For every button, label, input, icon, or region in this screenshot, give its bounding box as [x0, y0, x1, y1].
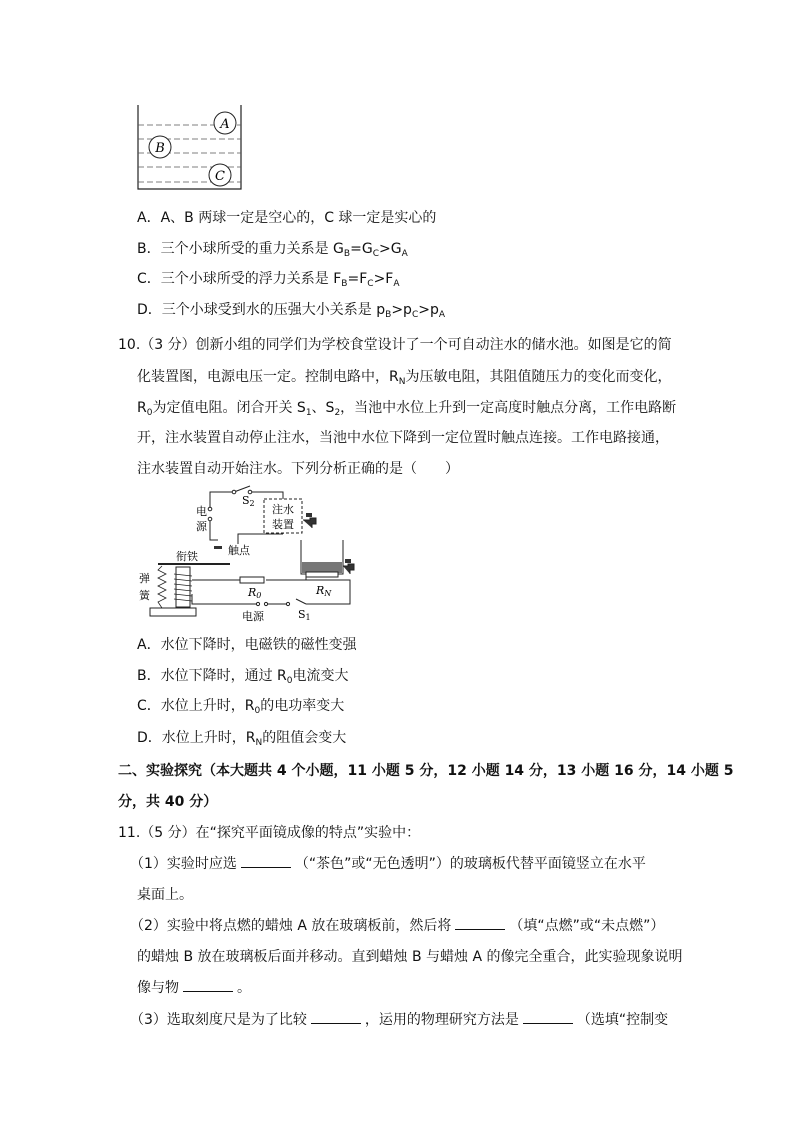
rn-label: RN	[316, 584, 332, 598]
r0-label: R0	[248, 586, 262, 600]
q10-line-2: 化装置图，电源电压一定。控制电路中，$R_N$为压敏电阻，其阻值随压力的变化而变化，	[137, 369, 672, 387]
tank-water	[302, 562, 342, 573]
answer-blank-2[interactable]	[455, 919, 505, 930]
section-2-heading-line-1: 二、实验探究（本大题共 4 个小题，11 小题 5 分，12 小题 14 分，13 小题 16 分，14 小题 5	[118, 763, 734, 779]
q10-line-5: 注水装置自动开始注水。下列分析正确的是（ ）	[137, 461, 459, 477]
electromagnet-core	[176, 567, 190, 607]
answer-blank-5[interactable]	[523, 1013, 573, 1024]
rn-resistor	[306, 572, 338, 577]
s1-label: S1	[298, 608, 311, 622]
q11-part-2-line-2: 的蜡烛 B 放在玻璃板后面并移动。直到蜡烛 B 与蜡烛 A 的像完全重合，此实验现象说明	[137, 949, 683, 965]
spring-label-bottom: 簧	[139, 589, 150, 602]
q10-option-b: B．水位下降时，通过 $R_0$电流变大	[137, 668, 349, 686]
q11-part-1-line-1: （1）实验时应选 （“茶色”或“无色透明”）的玻璃板代替平面镜竖立在水平	[130, 856, 646, 872]
device-label-top: 注水	[272, 503, 294, 516]
q10-line-3: $R_0$为定值电阻。闭合开关 $S_1$、$S_2$，当池中水位上升到一定高度时触点分离，工作电路断	[137, 400, 677, 418]
q11-part-3-line-1: （3）选取刻度尺是为了比较 ，运用的物理研究方法是 （选填“控制变	[130, 1012, 669, 1028]
q10-option-c: C．水位上升时，$R_0$的电功率变大	[137, 698, 345, 716]
q9-option-a: A．A、B 两球一定是空心的，C 球一定是实心的	[137, 210, 437, 226]
q11-part-1-line-2: 桌面上。	[137, 887, 193, 903]
section-2-heading-line-2: 分，共 40 分）	[118, 794, 218, 810]
q11-stem: 11.（5 分）在“探究平面镜成像的特点”实验中：	[118, 825, 421, 841]
r0-resistor	[240, 577, 264, 583]
faucet-bottom	[343, 564, 354, 574]
spring	[158, 566, 166, 608]
contact-label: 触点	[228, 544, 250, 557]
q11-part-2-line-1: （2）实验中将点燃的蜡烛 A 放在玻璃板前，然后将 （填“点燃”或“未点燃”）	[130, 918, 665, 934]
armature-label: 衔铁	[176, 550, 198, 563]
answer-blank-4[interactable]	[311, 1013, 361, 1024]
answer-blank-3[interactable]	[183, 981, 233, 992]
ball-b-label: B	[155, 141, 165, 156]
power-label-bottom: 源	[196, 520, 207, 533]
q11-part-2-line-3: 像与物 。	[137, 980, 251, 996]
ball-a-label: A	[220, 117, 230, 132]
circuit-figure	[138, 482, 358, 627]
answer-blank-1[interactable]	[241, 857, 291, 868]
q9-option-d: D．三个小球受到水的压强大小关系是 $p_B>p_C>p_A$	[137, 302, 446, 320]
ball-c-label: C	[215, 169, 225, 184]
faucet-valve	[306, 513, 312, 517]
s2-label: S2	[242, 494, 255, 508]
q10-line-1: 10.（3 分）创新小组的同学们为学校食堂设计了一个可自动注水的储水池。如图是它的简	[118, 337, 672, 353]
power-terminal-top	[208, 507, 212, 511]
power2-label: 电源	[242, 610, 264, 623]
power-terminal-bottom	[208, 517, 212, 521]
power-label-top: 电	[196, 505, 207, 518]
device-label-bottom: 装置	[272, 518, 294, 531]
base	[150, 608, 196, 616]
q10-option-a: A．水位下降时，电磁铁的磁性变强	[137, 637, 357, 653]
q9-option-c: C．三个小球所受的浮力关系是 $F_B=F_C>F_A$	[137, 271, 400, 289]
faucet-top	[303, 518, 316, 528]
buoyancy-figure	[130, 100, 250, 192]
q9-option-b: B．三个小球所受的重力关系是 $G_B=G_C>G_A$	[137, 241, 408, 259]
q10-line-4: 开，注水装置自动停止注水，当池中水位下降到一定位置时触点连接。工作电路接通，	[137, 430, 669, 446]
q10-option-d: D．水位上升时，$R_N$的阻值会变大	[137, 730, 347, 748]
contact-point	[214, 546, 222, 549]
spring-label-top: 弹	[139, 572, 150, 585]
